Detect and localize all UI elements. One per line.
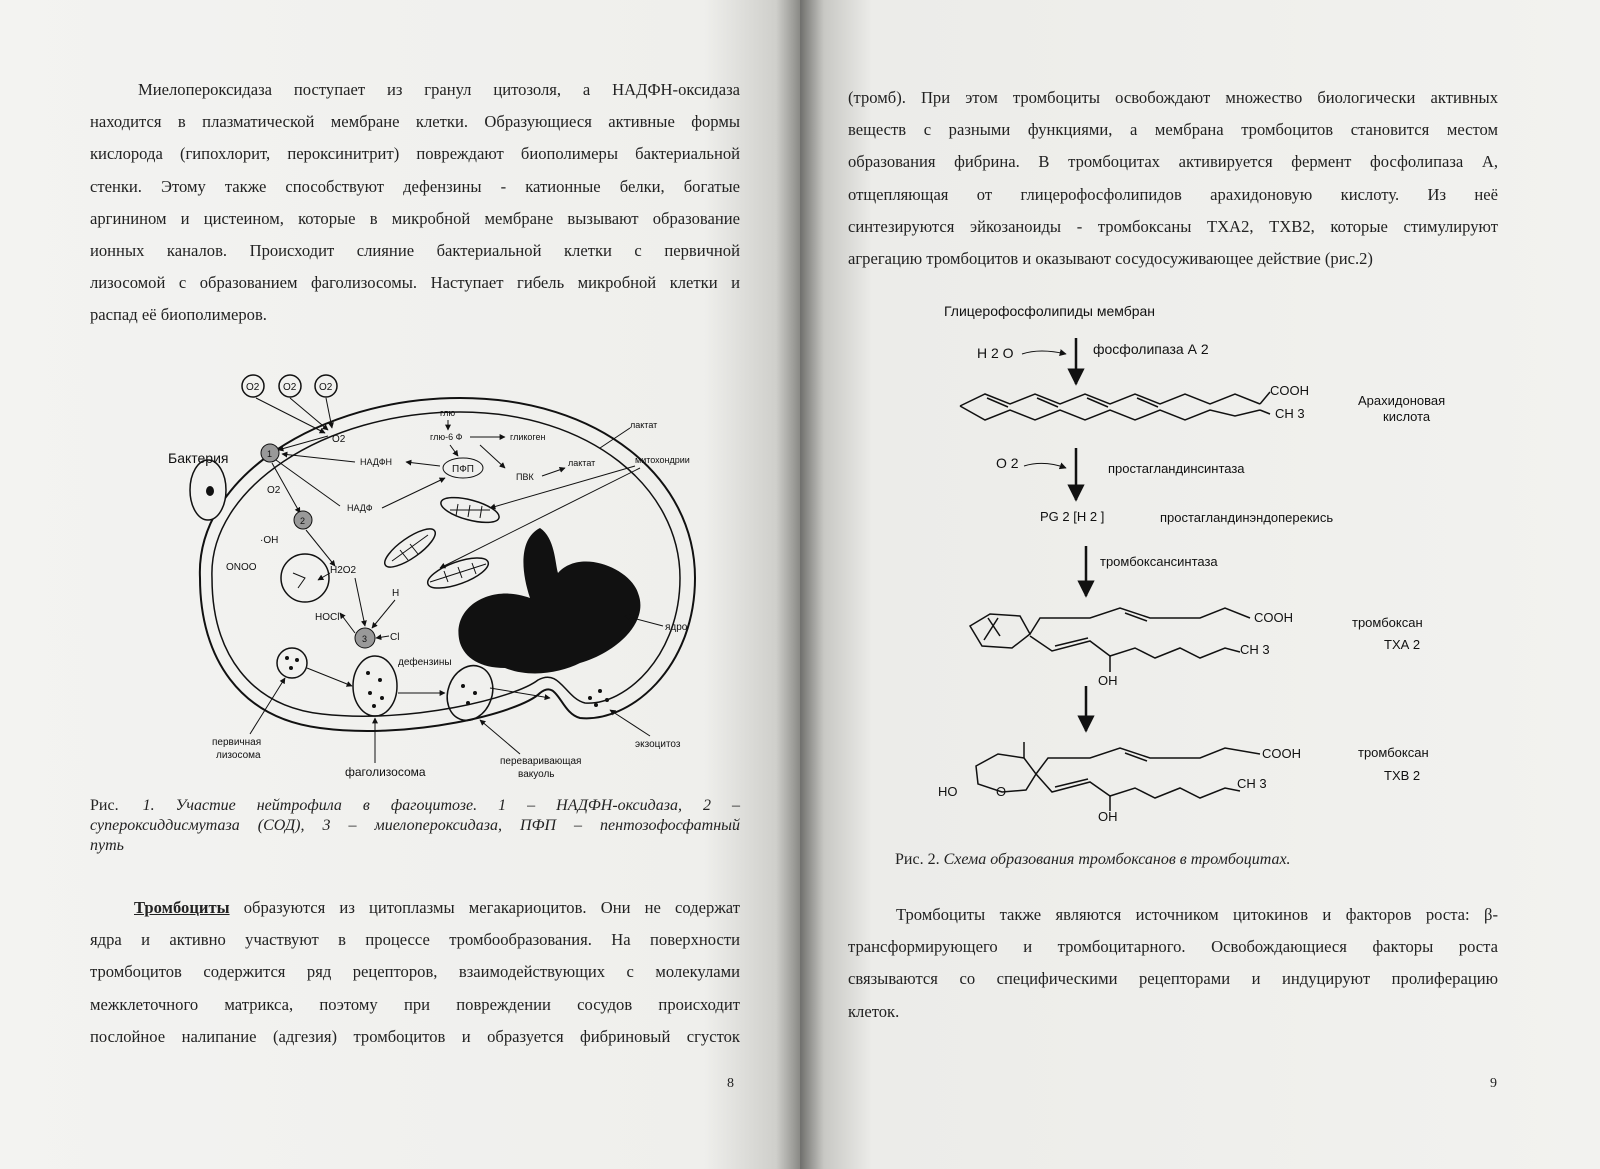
mitochondrion: [424, 552, 492, 595]
txb2-label: тромбоксан: [1358, 745, 1429, 760]
oh-label: OH: [1098, 673, 1118, 688]
svg-text:ТХА 2: ТХА 2: [1384, 637, 1421, 652]
page-number: 9: [1490, 1076, 1497, 1091]
bacteria-label: Бактерия: [168, 450, 229, 466]
text-line: аргинином и цистеином, которые в микробной мембране вызывают образование: [90, 208, 740, 228]
h-plus-label: H: [392, 588, 400, 599]
exocytosis-label: экзоцитоз: [635, 739, 681, 750]
cooh-label: COOH: [1254, 610, 1293, 625]
phagolysosome-granules: [366, 671, 384, 708]
figure-1-caption-prefix: Рис.: [90, 797, 119, 814]
figure-2-thromboxane-scheme: [940, 296, 1500, 826]
txa2-label: тромбоксан: [1352, 615, 1423, 630]
left-paragraph-2: [90, 892, 740, 1053]
arachidonic-acid-label: Арахидоновая: [1358, 393, 1446, 408]
arachidonic-acid-structure: [960, 392, 1270, 420]
text-line: послойное налипание (адгезия) тромбоцитов и образуется фибриновый сгусток: [90, 1026, 740, 1046]
phospholipase-label: фосфолипаза А 2: [1093, 341, 1209, 357]
text-line: ионных каналов. Происходит слияние бактериальной клетки с первичной: [90, 240, 740, 260]
figure-1-caption-line: 1. Участие нейтрофила в фагоцитозе. 1 – НАДФН-оксидаза, 2 –: [142, 797, 740, 814]
membrane-phospholipids-label: Глицерофосфолипиды мембран: [944, 303, 1156, 319]
nucleus-label: ядро: [665, 622, 688, 633]
thrombocytes-heading: Тромбоциты: [134, 898, 230, 917]
defensins-label: дефензины: [398, 657, 452, 668]
figure-2-caption: [895, 850, 1291, 870]
right-paragraph-1: [848, 82, 1498, 275]
text-line: кислорода (гипохлорит, пероксинитрит) повреждают биополимеры бактериальной: [90, 144, 740, 164]
tx-synthase-label: тромбоксансинтаза: [1100, 554, 1218, 569]
figure-1-neutrophil-diagram: [160, 368, 740, 788]
text-line: клеток.: [848, 1001, 900, 1021]
primary-lysosome-label: первичная: [212, 737, 262, 748]
pgh2-label: PG 2 [H 2 ]: [1040, 509, 1105, 524]
text-line: лизосомой с образованием фаголизосомы. Наступает гибель микробной клетки и: [90, 273, 740, 293]
figure-1-caption-line: супероксиддисмутаза (СОД), 3 – миелопероксидаза, ПФП – пентозофосфатный: [90, 817, 740, 834]
oh-label: OH: [1098, 809, 1118, 824]
text-line: Тромбоциты также являются источником цитокинов и факторов роста: β-: [896, 905, 1498, 924]
svg-text:2: 2: [300, 516, 306, 526]
o2-membrane-label: O2: [332, 434, 346, 445]
svg-text:O2: O2: [319, 382, 333, 393]
text-line: Тромбоциты образуются из цитоплазмы мегакариоцитов. Они не содержат: [134, 898, 740, 917]
left-paragraph-1: [90, 74, 740, 332]
text-line: отщепляющая от глицерофосфолипидов арахидоновую кислоту. Из неё: [848, 184, 1498, 204]
oh-radical-label: ·OH: [260, 535, 279, 546]
right-page: [800, 0, 1600, 1169]
cell-membrane-inner: [212, 412, 680, 716]
figure-2-caption-prefix: Рис. 2.: [895, 851, 940, 868]
txa2-structure: [970, 608, 1250, 672]
page-number: 8: [727, 1076, 734, 1091]
svg-text:O2: O2: [246, 382, 260, 393]
pvk-label: ПВК: [516, 472, 534, 482]
onoo-label: ONOO: [226, 562, 257, 573]
digestive-vacuole-label: переваривающая: [500, 756, 582, 767]
text-line: распад её биополимеров.: [90, 305, 267, 325]
txb2-structure: [976, 742, 1260, 811]
primary-lysosome: [277, 648, 307, 678]
text-line: связываются со специфическими рецепторами и индуцируют пролиферацию: [848, 969, 1498, 989]
h2o2-label: H2O2: [330, 565, 357, 576]
right-paragraph-2: [848, 899, 1498, 1028]
figure-1-caption: [90, 796, 740, 856]
lactate-top-label: лактат: [630, 420, 658, 430]
phagolysosome-label: фаголизосома: [345, 765, 426, 779]
superoxide-label: O2: [267, 485, 281, 496]
pg-synthase-label: простагландинсинтаза: [1108, 461, 1245, 476]
nadph-label: НАДФН: [360, 457, 393, 467]
oxygen-molecules: [242, 375, 337, 397]
text-line: синтезируются эйкозаноиды - тромбоксаны ТХА2, ТХВ2, которые стимулируют: [848, 216, 1498, 236]
glu6p-label: глю-6 Ф: [430, 432, 463, 442]
text-line: (тромб). При этом тромбоциты освобождают множество биологически активных: [848, 88, 1498, 107]
digestive-vacuole: [440, 659, 500, 727]
ch3-label: CH 3: [1240, 642, 1270, 657]
glycogen-label: гликоген: [510, 432, 546, 442]
svg-text:O2: O2: [283, 382, 297, 393]
text-line: веществ с разными функциями, а мембрана тромбоцитов становится местом: [848, 120, 1498, 140]
mitochondria-label: митохондрии: [635, 455, 690, 465]
ch3-label: CH 3: [1275, 406, 1305, 421]
text-line: ядра и активно участвуют в процессе тромбообразования. На поверхности: [90, 930, 740, 950]
figure-2-caption-text: Схема образования тромбоксанов в тромбоцитах.: [943, 851, 1291, 868]
ho-label: HO: [938, 784, 958, 799]
svg-text:кислота: кислота: [1383, 409, 1431, 424]
cooh-label: COOH: [1270, 383, 1309, 398]
text-line: Миелопероксидаза поступает из гранул цитозоля, а НАДФН-оксидаза: [138, 80, 740, 99]
text-line: тромбоцитов содержится ряд рецепторов, взаимодействующих с молекулами: [90, 962, 740, 982]
nadp-label: НАДФ: [347, 503, 373, 513]
svg-text:ТХВ 2: ТХВ 2: [1384, 768, 1421, 783]
ch3-label: CH 3: [1237, 776, 1267, 791]
svg-text:3: 3: [362, 634, 368, 644]
h2o-label: H 2 O: [977, 345, 1014, 361]
pg-endoperoxide-label: простагландинэндоперекись: [1160, 510, 1334, 525]
hocl-label: HOCl: [315, 612, 340, 623]
ring-oxygen-label: O: [996, 784, 1007, 799]
bacterium-nucleoid: [206, 486, 214, 496]
text-line: агрегацию тромбоцитов и оказывают сосудосуживающее действие (рис.2): [848, 248, 1373, 268]
svg-text:1: 1: [267, 449, 273, 459]
o2-label: O 2: [996, 455, 1019, 471]
mitochondrion: [380, 523, 441, 574]
glu-label: глю: [440, 408, 456, 418]
nucleus: [458, 528, 640, 673]
text-line: образования фибрина. В тромбоцитах активируется фермент фосфолипаза А,: [848, 152, 1498, 172]
text-line: трансформирующего и тромбоцитарного. Освобождающиеся факторы роста: [848, 937, 1498, 957]
cooh-label: COOH: [1262, 746, 1301, 761]
text-line: находится в плазматической мембране клетки. Образующиеся активные формы: [90, 112, 740, 132]
svg-text:вакуоль: вакуоль: [518, 769, 555, 780]
lactate-label: лактат: [568, 458, 596, 468]
mitochondrion: [438, 493, 501, 528]
text-line: межклеточного матрикса, поэтому при повреждении сосудов происходит: [90, 994, 740, 1014]
cl-label: Cl: [390, 632, 400, 643]
text-line: стенки. Этому также способствуют дефензины - катионные белки, богатые: [90, 176, 740, 196]
svg-text:лизосома: лизосома: [216, 750, 261, 761]
ppp-label: ПФП: [452, 464, 474, 475]
figure-1-caption-line: путь: [90, 837, 124, 854]
exocytosis-granules: [588, 689, 609, 707]
